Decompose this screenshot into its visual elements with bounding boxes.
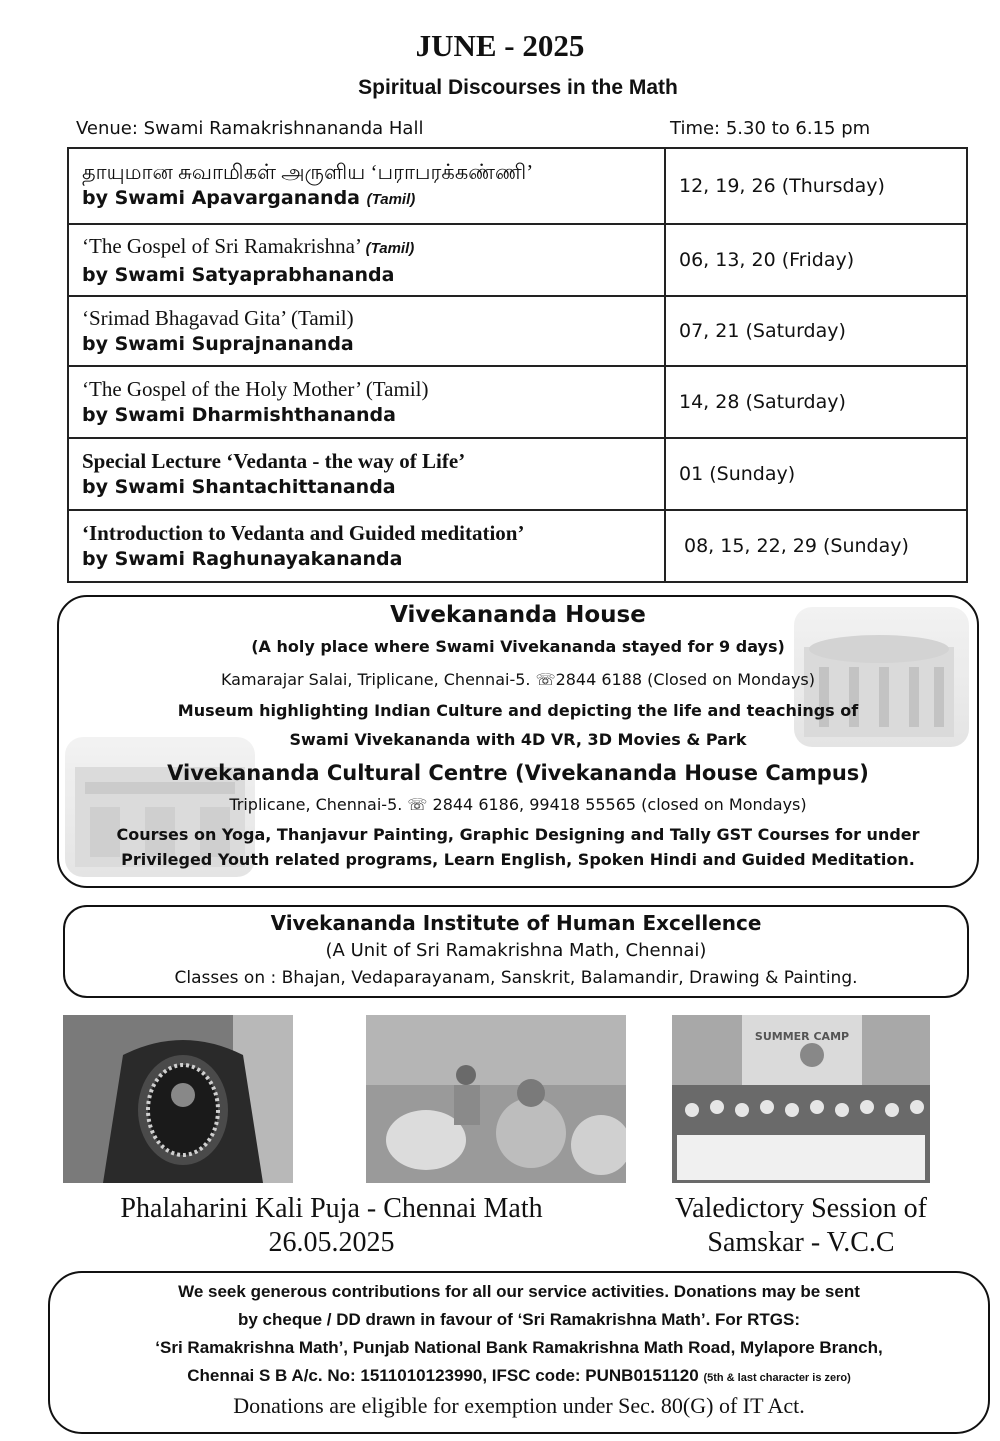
cultural-centre-courses-line: Courses on Yoga, Thanjavur Painting, Graphic Designing and Tally GST Courses for under [116, 825, 920, 844]
table-row [68, 224, 967, 296]
discourse-title-text: ‘The Gospel of Sri Ramakrishna’ [82, 233, 361, 258]
discourse-cell [68, 148, 665, 224]
page-subtitle: Spiritual Discourses in the Math [358, 76, 678, 99]
photo-caption-left [63, 1192, 600, 1260]
vivekananda-house-box [57, 595, 979, 888]
discourse-schedule-table [67, 147, 968, 583]
kali-puja-photo [63, 1015, 293, 1183]
discourse-dates: 14, 28 (Saturday) [665, 366, 967, 438]
donation-line [50, 1362, 988, 1392]
museum-description-line: Museum highlighting Indian Culture and depicting the life and teachings of [177, 701, 859, 720]
museum-description-line: Swami Vivekananda with 4D VR, 3D Movies & Park [289, 730, 747, 749]
discourse-cell [68, 296, 665, 366]
donation-box [48, 1271, 990, 1434]
discourse-dates: 08, 15, 22, 29 (Sunday) [665, 510, 967, 582]
discourse-dates: 12, 19, 26 (Thursday) [665, 148, 967, 224]
bank-account-details: Chennai S B A/c. No: 1511010123990, IFSC code: PUNB0151120 [187, 1366, 699, 1385]
discourse-speaker: by Swami Raghunayakananda [82, 548, 403, 570]
donation-line: ‘Sri Ramakrishna Math’, Punjab National Bank Ramakrishna Math Road, Mylapore Branch, [155, 1338, 883, 1357]
discourse-speaker: by Swami Satyaprabhananda [82, 263, 395, 286]
discourse-title: ‘Introduction to Vedanta and Guided meditation’ [82, 521, 525, 545]
vivekananda-house-heading: Vivekananda House [390, 602, 646, 628]
donation-line: by cheque / DD drawn in favour of ‘Sri Ramakrishna Math’. For RTGS: [237, 1310, 801, 1329]
cultural-centre-courses-line: Privileged Youth related programs, Learn English, Spoken Hindi and Guided Meditation. [121, 850, 915, 869]
discourse-title: ‘Srimad Bhagavad Gita’ (Tamil) [82, 306, 354, 330]
discourse-speaker: by Swami Dharmishthananda [82, 404, 396, 426]
discourse-speaker [82, 185, 664, 213]
discourse-cell [68, 438, 665, 510]
venue-label: Venue: Swami Ramakrishnananda Hall [76, 118, 424, 139]
donation-text [50, 1278, 988, 1420]
vivekananda-house-address: Kamarajar Salai, Triplicane, Chennai-5. ☏2844 6188 (Closed on Mondays) [220, 670, 816, 689]
discourse-title: தாயுமான சுவாமிகள் அருளிய ‘பராபரக்கண்ணி’ [82, 160, 534, 184]
discourse-title: ‘The Gospel of the Holy Mother’ (Tamil) [82, 377, 429, 401]
table-row [68, 510, 967, 582]
discourse-title [82, 233, 664, 262]
photo-caption-right [640, 1192, 962, 1260]
discourse-dates: 07, 21 (Saturday) [665, 296, 967, 366]
discourse-title: Special Lecture ‘Vedanta - the way of Life’ [82, 449, 466, 473]
institute-heading: Vivekananda Institute of Human Excellence [270, 911, 762, 935]
institute-box [63, 905, 969, 998]
discourse-language: (Tamil) [365, 239, 415, 257]
valedictory-session-photo [672, 1015, 930, 1183]
caption-line: Samskar - V.C.C [707, 1227, 895, 1258]
discourse-speaker: by Swami Shantachittananda [82, 476, 396, 498]
discourse-cell [68, 510, 665, 582]
discourse-speaker: by Swami Suprajnananda [82, 333, 354, 355]
caption-line: Phalaharini Kali Puja - Chennai Math [120, 1193, 543, 1224]
table-row [68, 438, 967, 510]
speaker-language: (Tamil) [366, 191, 416, 208]
speaker-name: by Swami Apavargananda [82, 187, 361, 209]
page-title: JUNE - 2025 [415, 28, 585, 63]
caption-line: 26.05.2025 [268, 1227, 395, 1258]
banner-text: SUMMER CAMP [754, 1030, 850, 1043]
discourse-cell [68, 366, 665, 438]
cultural-centre-address: Triplicane, Chennai-5. ☏ 2844 6186, 99418 55565 (closed on Mondays) [229, 795, 807, 814]
table-row [68, 296, 967, 366]
cultural-centre-heading: Vivekananda Cultural Centre (Vivekananda House Campus) [167, 761, 869, 785]
tax-exemption-note: Donations are eligible for exemption under Sec. 80(G) of IT Act. [233, 1393, 805, 1418]
vivekananda-house-tagline: (A holy place where Swami Vivekananda stayed for 9 days) [251, 637, 785, 656]
discourse-gathering-photo [366, 1015, 626, 1183]
caption-line: Valedictory Session of [675, 1193, 927, 1224]
table-row [68, 366, 967, 438]
ifsc-note: (5th & last character is zero) [703, 1372, 851, 1384]
time-label: Time: 5.30 to 6.15 pm [670, 118, 871, 139]
discourse-dates: 01 (Sunday) [665, 438, 967, 510]
institute-classes: Classes on : Bhajan, Vedaparayanam, Sanskrit, Balamandir, Drawing & Painting. [174, 968, 858, 988]
discourse-cell [68, 224, 665, 296]
table-row [68, 148, 967, 224]
institute-unit: (A Unit of Sri Ramakrishna Math, Chennai) [325, 940, 707, 961]
donation-line: We seek generous contributions for all our service activities. Donations may be sent [178, 1282, 860, 1301]
discourse-dates: 06, 13, 20 (Friday) [665, 224, 967, 296]
